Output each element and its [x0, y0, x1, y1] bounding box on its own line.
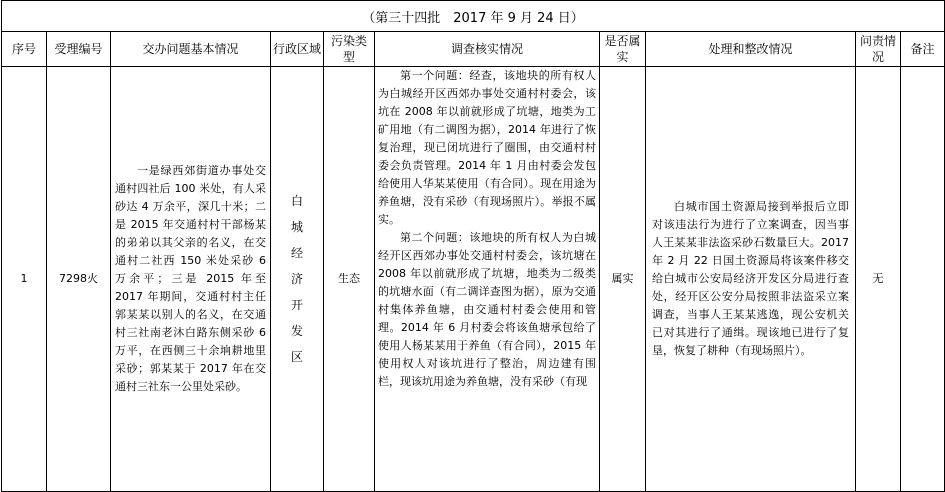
cell-case-no: 7298火 [47, 67, 111, 492]
cell-district [271, 67, 324, 492]
header-handling: 处理和整改情况 [646, 32, 856, 67]
header-issue: 交办问题基本情况 [111, 32, 271, 67]
district-text: 白城经济开发区 [290, 194, 303, 364]
cell-handling [646, 67, 856, 492]
header-case-no: 受理编号 [47, 32, 111, 67]
issue-text: 一是绿西郊街道办事处交通村四社后 100 米处，有人采砂达 4 万余平，深几十米；二是 2015 年交通村村干部杨某的弟弟以其父亲的名义，在交通村二社西 150 米处采砂 6 万余平；三是 2015 年至 2017 年期间，交通村村主任郭某某以别人的名义，在交通村三社南老沐白路东侧采砂 6 万平，在西侧三十余垧耕地里采砂；郭某某于 2017 年在交通村三社东一公里处采砂。 [115, 164, 266, 393]
investigation-paragraph-2: 第二个问题：该地块的所有权人为白城经开区西郊办事处交通村村委会，该坑塘在 2008 年以前就形成了坑塘，地类为二级类的坑塘水面（有二调详查图为据），原为交通村集体养鱼塘，由交通村村委会使用和管理。2014 年 6 月村委会将该鱼塘承包给了使用人杨某某用于养鱼（有合同），2015 年使用权人对该坑进行了整治，周边建有围栏，现该坑用途为养鱼塘，没有采砂（有现 [378, 231, 596, 388]
header-accountability: 问责情况 [856, 32, 901, 67]
cell-seq: 1 [2, 67, 47, 492]
investigation-paragraph-1: 第一个问题：经查，该地块的所有权人为白城经开区西郊办事处交通村村委会，该坑在 2008 年以前就形成了坑塘，地类为工矿用地（有二调图为据），2014 年进行了恢复治理，现已闭坑进行了圈围，由交通村村委会负责管理。2014 年 1 月由村委会发包给使用人华某某使用（有合同）。现在用途为养鱼塘，没有采砂（有现场照片）。举报不属实。 [378, 69, 596, 226]
cell-investigation [375, 67, 600, 492]
cell-issue [111, 67, 271, 492]
inspection-table [1, 0, 945, 492]
header-seq: 序号 [2, 32, 47, 67]
header-verified: 是否属实 [600, 32, 646, 67]
cell-pollution: 生态 [324, 67, 375, 492]
table-row [2, 67, 945, 492]
header-district: 行政区域 [271, 32, 324, 67]
handling-text: 白城市国土资源局接到举报后立即对该违法行为进行了立案调查，因当事人王某某非法盗采砂石数量巨大。2017 年 2 月 22 日国土资源局将该案件移交给白城市公安局经济开发区分局进行查处，经开区公安分局按照非法盗采立案调查，当事人王某某逃逸，现公安机关已对其进行了通缉。现该地已进行了复垦，恢复了耕种（有现场照片）。 [652, 200, 849, 357]
cell-accountability: 无 [856, 67, 901, 492]
header-investigation: 调查核实情况 [375, 32, 600, 67]
cell-verified: 属实 [600, 67, 646, 492]
header-remarks: 备注 [901, 32, 945, 67]
header-pollution: 污染类型 [324, 32, 375, 67]
cell-remarks [901, 67, 945, 492]
batch-title: （第三十四批 2017 年 9 月 24 日） [2, 1, 945, 32]
